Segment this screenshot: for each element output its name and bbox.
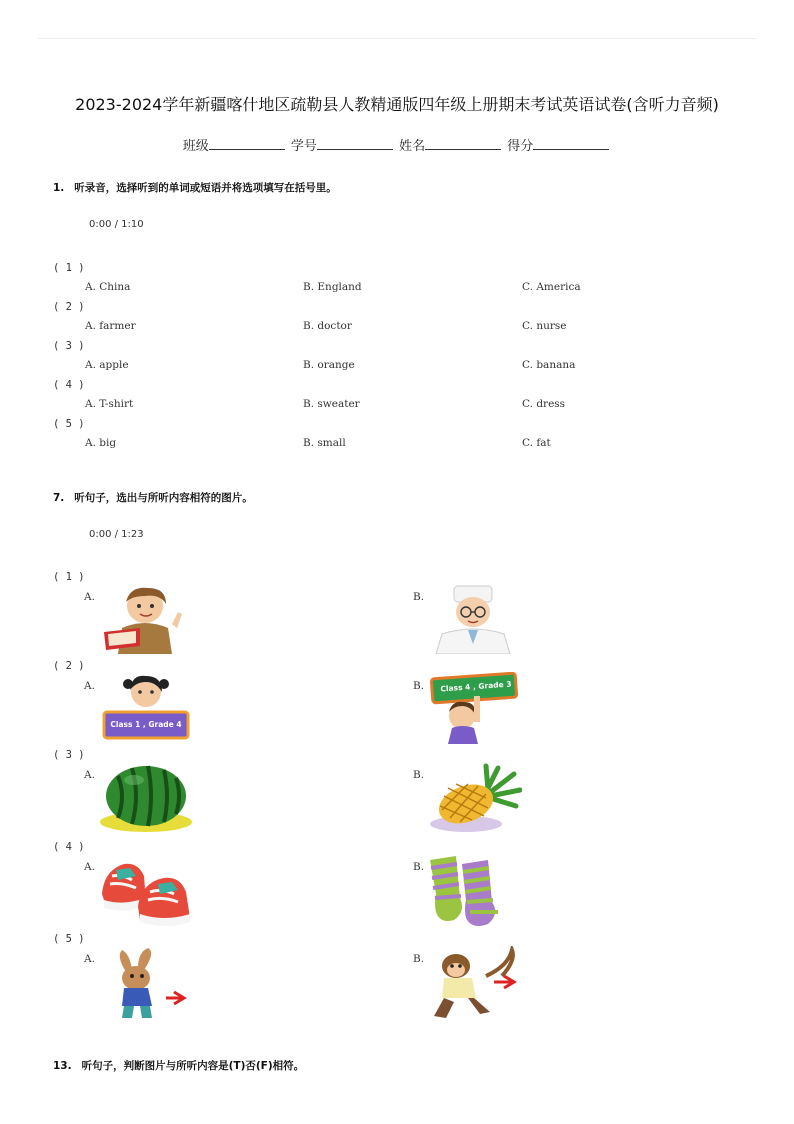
doctor-icon[interactable]: [428, 584, 518, 654]
sub-question-label: ( 3 ): [53, 749, 85, 761]
top-divider: [38, 38, 756, 39]
option-b[interactable]: B. sweater: [303, 398, 360, 410]
option-b[interactable]: B. orange: [303, 359, 355, 371]
option-c[interactable]: C. dress: [522, 398, 566, 410]
question-number: 7.: [53, 492, 65, 504]
name-blank[interactable]: [425, 137, 501, 150]
monkey-icon[interactable]: [426, 946, 522, 1022]
class-sign-text: Class 4 , Grade 3: [440, 679, 512, 694]
option-b-label[interactable]: B.: [413, 769, 425, 781]
option-c[interactable]: C. nurse: [522, 320, 567, 332]
question-instruction: 听句子，选出与所听内容相符的图片。: [74, 492, 253, 504]
audio-player-q1[interactable]: 0:00 / 1:10: [89, 219, 144, 230]
sub-question-label: ( 2 ): [53, 660, 85, 672]
number-label: 学号: [290, 139, 317, 154]
question-instruction: 听句子，判断图片与所听内容是(T)否(F)相符。: [81, 1060, 305, 1072]
class-label: 班级: [182, 139, 209, 154]
option-a-label[interactable]: A.: [84, 769, 95, 781]
question-number: 1.: [53, 182, 65, 194]
sub-question-label: ( 2 ): [53, 301, 85, 313]
class-sign-text: Class 1 , Grade 4: [110, 720, 182, 729]
option-b-label[interactable]: B.: [413, 591, 425, 603]
sub-question-label: ( 1 ): [53, 262, 85, 274]
option-c[interactable]: C. banana: [522, 359, 576, 371]
score-label: 得分: [507, 139, 534, 154]
pineapple-icon[interactable]: [426, 762, 522, 834]
sub-question-label: ( 3 ): [53, 340, 85, 352]
option-b[interactable]: B. doctor: [303, 320, 352, 332]
boy-with-class-sign-icon[interactable]: [428, 672, 520, 744]
sub-question-label: ( 5 ): [53, 418, 85, 430]
option-a-label[interactable]: A.: [84, 861, 95, 873]
boy-reading-book-icon[interactable]: [100, 584, 190, 654]
option-c[interactable]: C. America: [522, 281, 581, 293]
option-b[interactable]: B. small: [303, 437, 346, 449]
class-blank[interactable]: [209, 137, 285, 150]
option-a-label[interactable]: A.: [84, 591, 95, 603]
option-b[interactable]: B. England: [303, 281, 362, 293]
option-c[interactable]: C. fat: [522, 437, 551, 449]
student-info-line: [0, 135, 794, 154]
page-title: 2023-2024学年新疆喀什地区疏勒县人教精通版四年级上册期末考试英语试卷(含听力音频): [75, 95, 719, 114]
watermelon-icon[interactable]: [98, 762, 194, 834]
sub-question-label: ( 4 ): [53, 379, 85, 391]
score-blank[interactable]: [533, 137, 609, 150]
option-a[interactable]: A. farmer: [85, 320, 136, 332]
question-instruction: 听录音，选择听到的单词或短语并将选项填写在括号里。: [74, 182, 337, 194]
option-b-label[interactable]: B.: [413, 861, 425, 873]
option-b-label[interactable]: B.: [413, 680, 425, 692]
sub-question-label: ( 1 ): [53, 571, 85, 583]
question-1-title: [53, 180, 337, 195]
sub-question-label: ( 5 ): [53, 933, 85, 945]
option-a-label[interactable]: A.: [84, 953, 95, 965]
option-a[interactable]: A. China: [85, 281, 131, 293]
number-blank[interactable]: [317, 137, 393, 150]
question-13-title: [53, 1058, 304, 1073]
sub-question-label: ( 4 ): [53, 841, 85, 853]
question-7-title: [53, 490, 253, 505]
girl-with-class-sign-icon[interactable]: [100, 672, 192, 744]
question-number: 13.: [53, 1060, 72, 1072]
sneakers-icon[interactable]: [98, 854, 194, 930]
rabbit-icon[interactable]: [98, 946, 194, 1022]
socks-icon[interactable]: [426, 854, 522, 930]
option-a[interactable]: A. T-shirt: [85, 398, 134, 410]
name-label: 姓名: [399, 139, 426, 154]
option-a[interactable]: A. apple: [85, 359, 129, 371]
option-a-label[interactable]: A.: [84, 680, 95, 692]
audio-player-q7[interactable]: 0:00 / 1:23: [89, 529, 144, 540]
option-a[interactable]: A. big: [85, 437, 117, 449]
option-b-label[interactable]: B.: [413, 953, 425, 965]
